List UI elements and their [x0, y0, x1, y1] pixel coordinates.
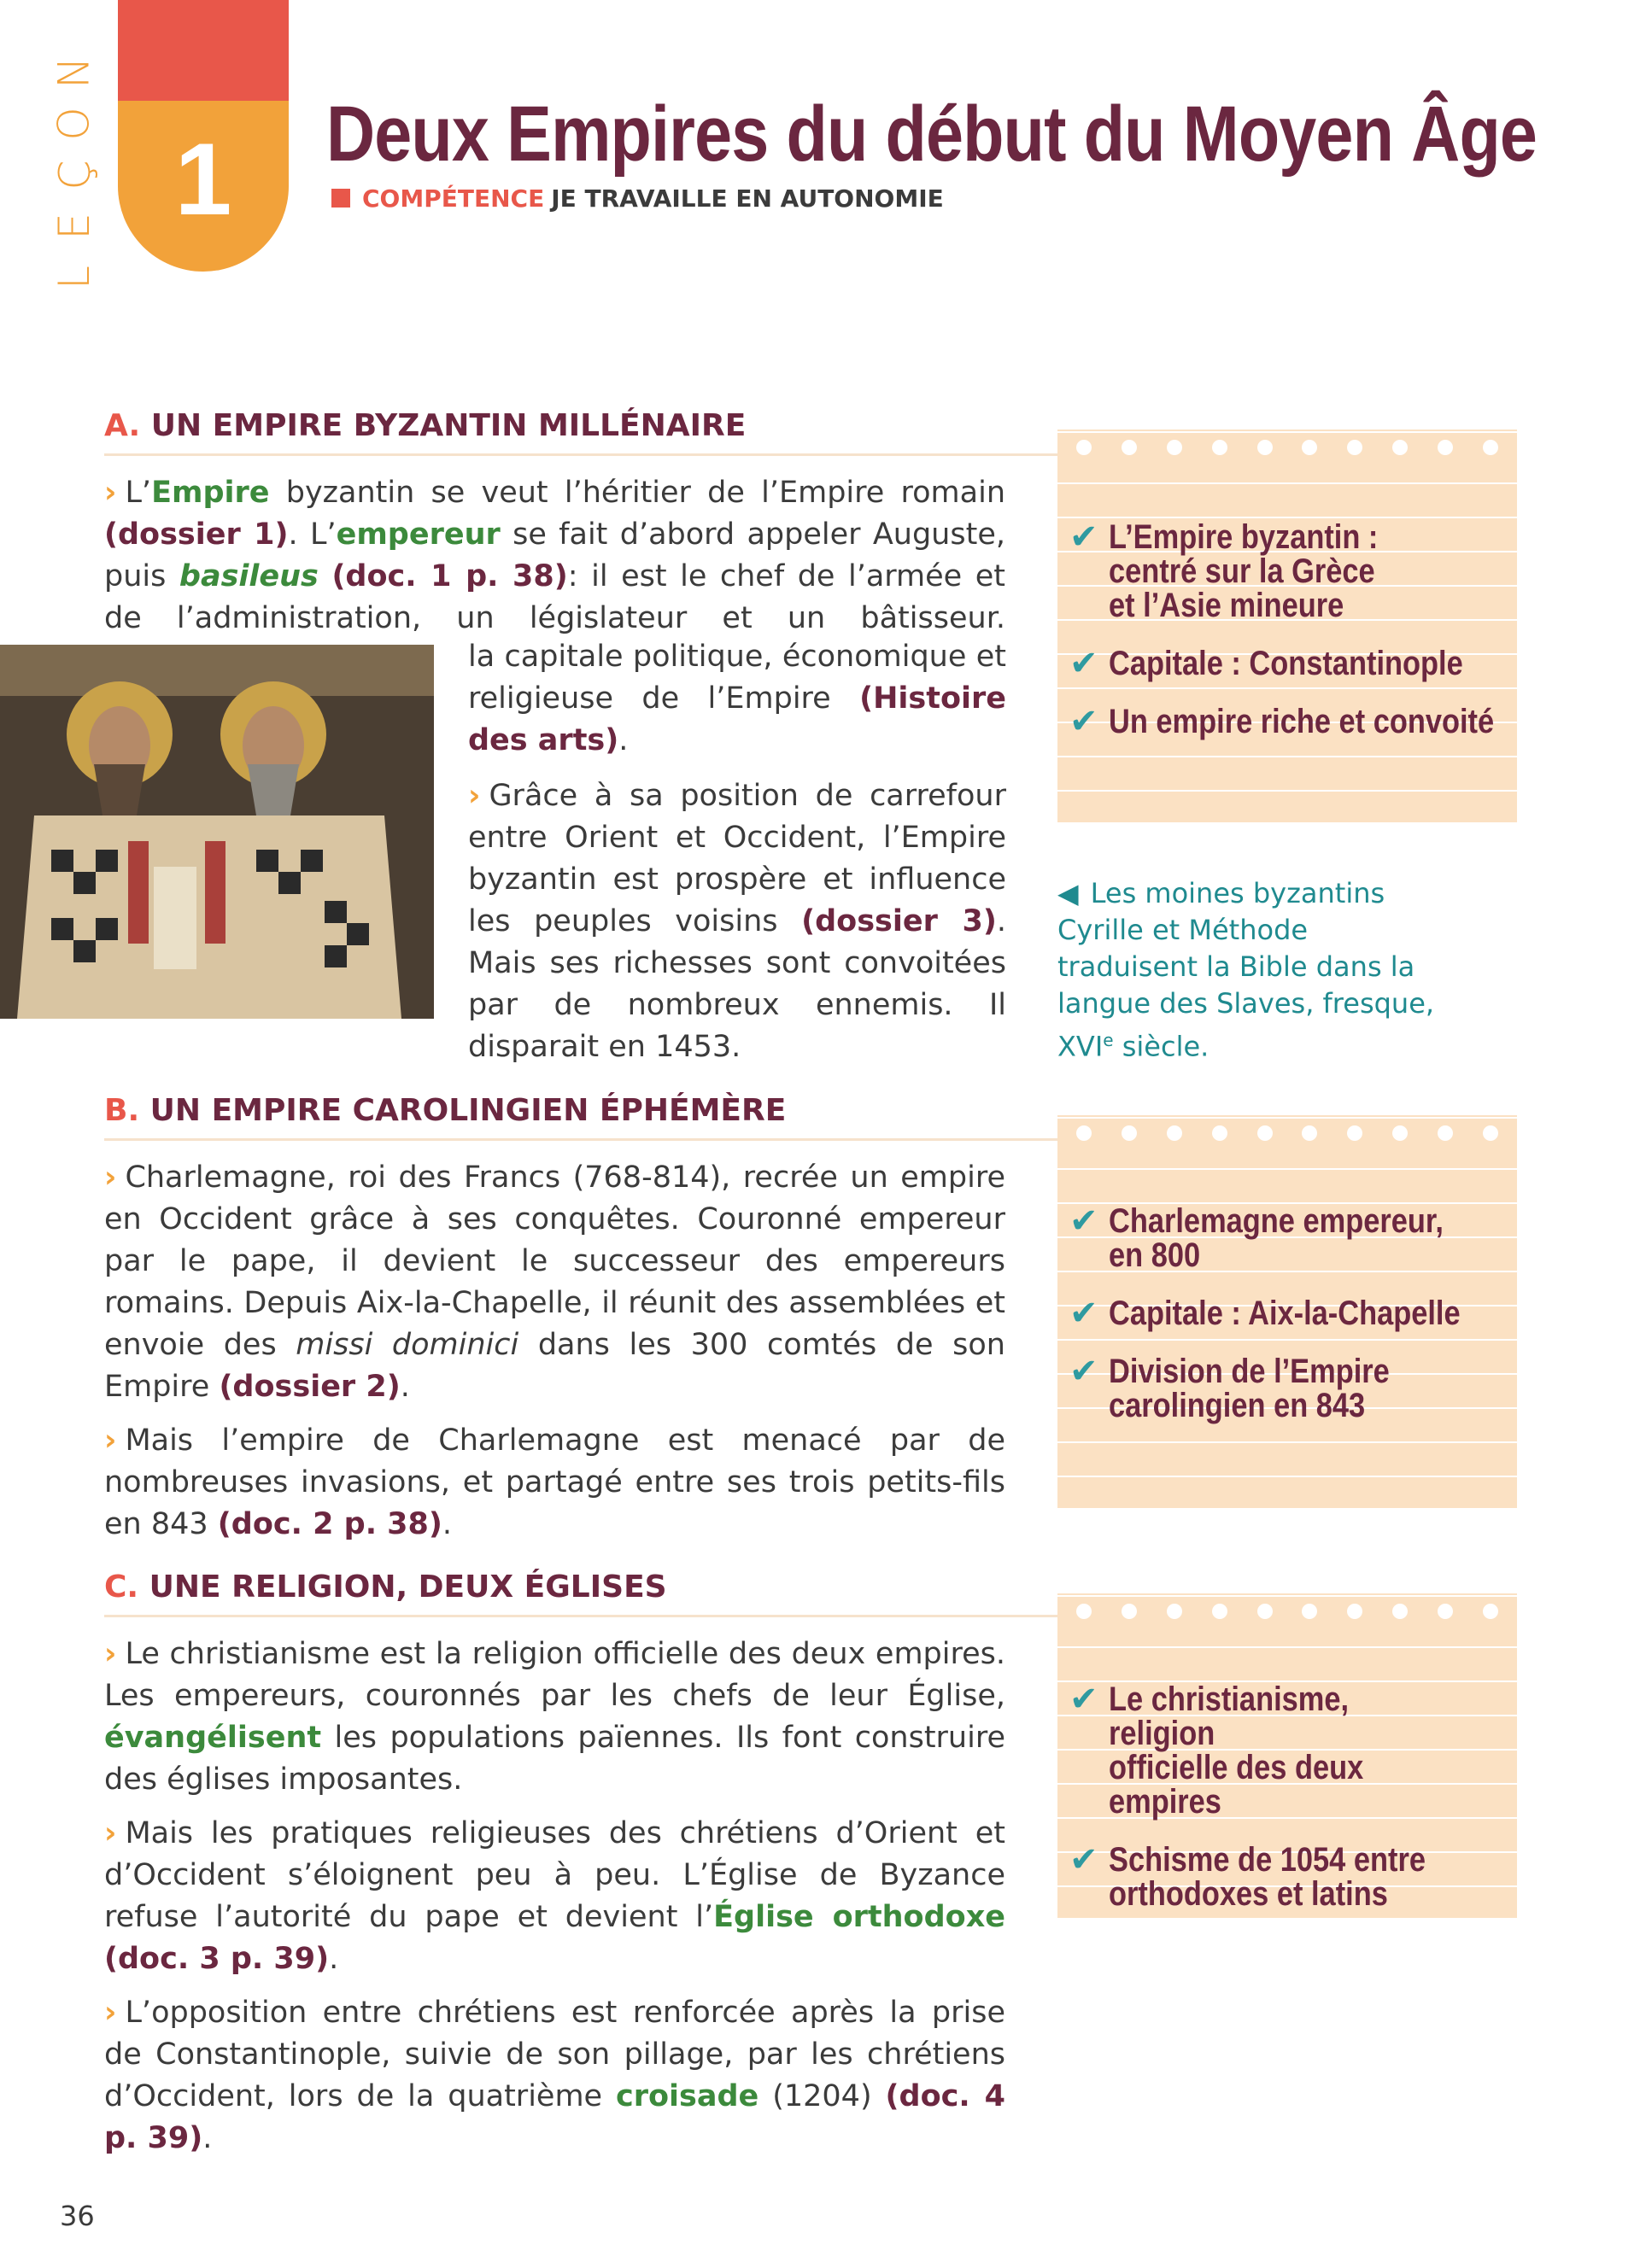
section-a-paragraph-1-continued: la capitale politique, économique et religieuse de l’Empire (Histoire des arts). › Grâce à sa position de carrefour entre Orient et Occident, l’Empire byzantin est prospère et influence les peuples voisins (dossier 3). Mais ses richesses sont convoitées par de nombreux ennemis. Il disparait en 1453. [468, 640, 1006, 1064]
fresco-image [0, 645, 434, 1019]
competence-label: COMPÉTENCE [362, 184, 545, 213]
summary-card-a [1057, 430, 1517, 822]
summary-item: ✔ L’Empire byzantin : centré sur la Grèce et l’Asie mineure [1069, 517, 1379, 624]
lecon-letter: O [49, 107, 99, 141]
section-a-paragraph-1: › L’Empire byzantin se veut l’héritier de l’Empire romain (dossier 1). L’empereur se fait d’abord appeler Auguste, puis basileus (doc. 1 p. 38): il est le chef de l’armée et de l’administration, un législateur et un bâtisseur. [104, 476, 1005, 635]
section-c-text: › Le christianisme est la religion officielle des deux empires. Les empereurs, couronnés par les chefs de leur Église, évangélisent les populations païennes. Ils font construire des églises imposantes. › Mais les pratiques religieuses des chrétiens d’Orient et d’Occident s’éloignent peu à peu. L’Église de Byzance refuse l’autorité du pape et devient l’Église orthodoxe (doc. 3 p. 39). › L’opposition entre chrétiens est renforcée après la prise de Constantinople, suivie de son pillage, par les chrétiens d’Occident, lors de la quatrième croisade (1204) (doc. 4 p. 39). [104, 1637, 1006, 2155]
summary-item: ✔ Charlemagne empereur, en 800 [1069, 1201, 1444, 1274]
doc-reference[interactable]: (doc. 3 p. 39) [104, 1942, 330, 1976]
doc-reference[interactable]: (doc. 4 p. 39) [104, 2079, 1005, 2155]
binder-holes [1076, 1604, 1498, 1619]
competence-line [331, 184, 944, 213]
chevron-right-icon: › [104, 1637, 117, 1671]
chevron-right-icon: › [104, 1160, 117, 1195]
section-a-heading [104, 408, 1061, 456]
check-icon: ✔ [1069, 702, 1098, 741]
keyword-link[interactable]: Empire [151, 476, 270, 510]
check-icon: ✔ [1069, 1201, 1098, 1241]
keyword-link[interactable]: évangélisent [104, 1721, 322, 1755]
doc-reference[interactable]: (dossier 3) [801, 904, 997, 938]
lecon-letter: N [50, 56, 99, 89]
lecon-letter: Ç [49, 160, 99, 190]
chevron-right-icon: › [104, 1996, 117, 2030]
keyword-link[interactable]: basileus [179, 559, 319, 593]
summary-item: ✔ Le christianisme, religion officielle des deux empires [1069, 1680, 1364, 1821]
section-title: UN EMPIRE BYZANTIN MILLÉNAIRE [150, 408, 747, 443]
competence-value: JE TRAVAILLE EN AUTONOMIE [551, 184, 944, 213]
summary-item: ✔ Schisme de 1054 entre orthodoxes et latins [1069, 1840, 1426, 1913]
section-letter: B. [104, 1093, 140, 1128]
doc-reference[interactable]: (Histoire des arts) [468, 681, 1006, 757]
lecon-letter: L [49, 266, 99, 289]
summary-item: ✔ Capitale : Aix-la-Chapelle [1069, 1294, 1461, 1333]
keyword-link[interactable]: empereur [336, 517, 501, 552]
section-title: UN EMPIRE CAROLINGIEN ÉPHÉMÈRE [149, 1093, 787, 1128]
summary-card-c [1057, 1593, 1517, 1918]
summary-item: ✔ Un empire riche et convoité [1069, 702, 1495, 741]
chevron-right-icon: › [468, 779, 481, 813]
fresco-illustration [0, 645, 434, 1019]
square-bullet-icon [331, 189, 350, 208]
caption-pointer-icon: ◀ [1057, 877, 1079, 909]
check-icon: ✔ [1069, 1294, 1098, 1333]
keyword-link[interactable]: croisade [616, 2079, 759, 2113]
lesson-tab-top [118, 0, 289, 107]
check-icon: ✔ [1069, 644, 1098, 683]
doc-reference[interactable]: (dossier 1) [104, 517, 289, 552]
fresco-caption: ◀ Les moines byzantins Cyrille et Méthode traduisent la Bible dans la langue des Slaves, fresque, XVIe siècle. [1057, 877, 1435, 1063]
lecon-vertical-label [44, 51, 104, 299]
summary-card-b [1057, 1115, 1517, 1508]
keyword-link[interactable]: Église orthodoxe [713, 1900, 1006, 1934]
doc-reference[interactable]: (doc. 1 p. 38) [331, 559, 568, 593]
section-c-heading [104, 1569, 1061, 1617]
lecon-letter: E [50, 213, 99, 240]
check-icon: ✔ [1069, 1352, 1098, 1391]
section-title: UNE RELIGION, DEUX ÉGLISES [149, 1569, 667, 1605]
chevron-right-icon: › [104, 1423, 117, 1458]
binder-holes [1076, 440, 1498, 455]
section-letter: C. [104, 1569, 139, 1605]
check-icon: ✔ [1069, 1680, 1098, 1719]
doc-reference[interactable]: (doc. 2 p. 38) [217, 1507, 442, 1541]
lesson-number: 1 [174, 122, 232, 237]
section-b-text: › Charlemagne, roi des Francs (768-814), recrée un empire en Occident grâce à ses conquêtes. Couronné empereur par le pape, il devient le successeur des empereurs romains. Depuis Aix-la-Chapelle, il réunit des assemblées et envoie des missi dominici dans les 300 comtés de son Empire (dossier 2). › Mais l’empire de Charlemagne est menacé par de nombreuses invasions, et partagé entre ses trois petits-fils en 843 (doc. 2 p. 38). [104, 1160, 1005, 1541]
chevron-right-icon: › [104, 1816, 117, 1850]
binder-holes [1076, 1125, 1498, 1141]
summary-item: ✔ Division de l’Empire carolingien en 843 [1069, 1352, 1390, 1424]
page-number: 36 [60, 2200, 95, 2232]
section-b-heading [104, 1093, 1061, 1141]
chevron-right-icon: › [104, 476, 117, 510]
section-letter: A. [104, 408, 141, 443]
page-title: Deux Empires du début du Moyen Âge [326, 91, 1538, 178]
summary-item: ✔ Capitale : Constantinople [1069, 644, 1463, 683]
doc-reference[interactable]: (dossier 2) [219, 1370, 401, 1404]
check-icon: ✔ [1069, 1840, 1098, 1879]
check-icon: ✔ [1069, 517, 1098, 557]
